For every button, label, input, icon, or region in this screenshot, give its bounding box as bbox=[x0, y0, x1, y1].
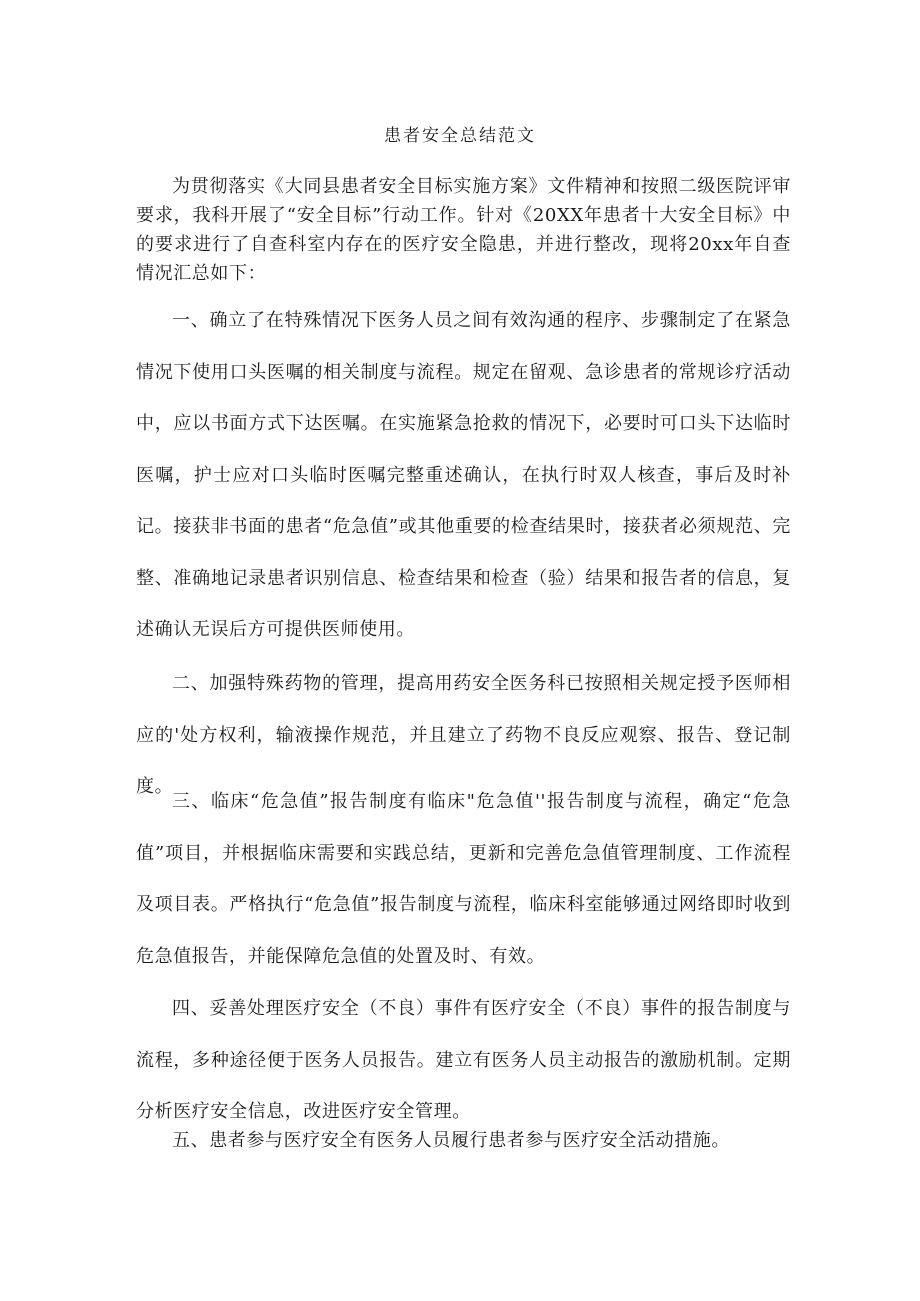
document-title: 患者安全总结范文 bbox=[384, 126, 536, 146]
section-three-paragraph: 三、临床“危急值”报告制度有临床"危急值''报告制度与流程，确定“危急值”项目，并根据临床需要和实践总结，更新和完善危急值管理制度、工作流程及项目表。严格执行“危急值”报告制度与流程，临床科室能够通过网络即时收到危急值报告，并能保障危急值的处置及时、有效。 bbox=[136, 791, 791, 967]
section-one-paragraph: 一、确立了在特殊情况下医务人员之间有效沟通的程序、步骤制定了在紧急情况下使用口头医嘱的相关制度与流程。规定在留观、急诊患者的常规诊疗活动中，应以书面方式下达医嘱。在实施紧急抢救的情况下，必要时可口头下达临时医嘱，护士应对口头临时医嘱完整重述确认，在执行时双人核查，事后及时补记。接获非书面的患者“危急值”或其他重要的检查结果时，接获者必须规范、完整、准确地记录患者识别信息、检查结果和检查（验）结果和报告者的信息，复述确认无误后方可提供医师使用。 bbox=[136, 310, 791, 640]
intro-paragraph: 为贯彻落实《大同县患者安全目标实施方案》文件精神和按照二级医院评审要求，我科开展了“安全目标”行动工作。针对《20XX年患者十大安全目标》中的要求进行了自查科室内存在的医疗安全隐患，并进行整改，现将20xx年自查情况汇总如下： bbox=[136, 176, 791, 284]
section-four-paragraph: 四、妥善处理医疗安全（不良）事件有医疗安全（不良）事件的报告制度与流程，多种途径便于医务人员报告。建立有医务人员主动报告的激励机制。定期分析医疗安全信息，改进医疗安全管理。 bbox=[136, 998, 791, 1122]
section-two-paragraph: 二、加强特殊药物的管理，提高用药安全医务科已按照相关规定授予医师相应的'处方权利，输液操作规范，并且建立了药物不良反应观察、报告、登记制度。 bbox=[136, 673, 791, 797]
section-five-paragraph: 五、患者参与医疗安全有医务人员履行患者参与医疗安全活动措施。 bbox=[172, 1130, 730, 1151]
